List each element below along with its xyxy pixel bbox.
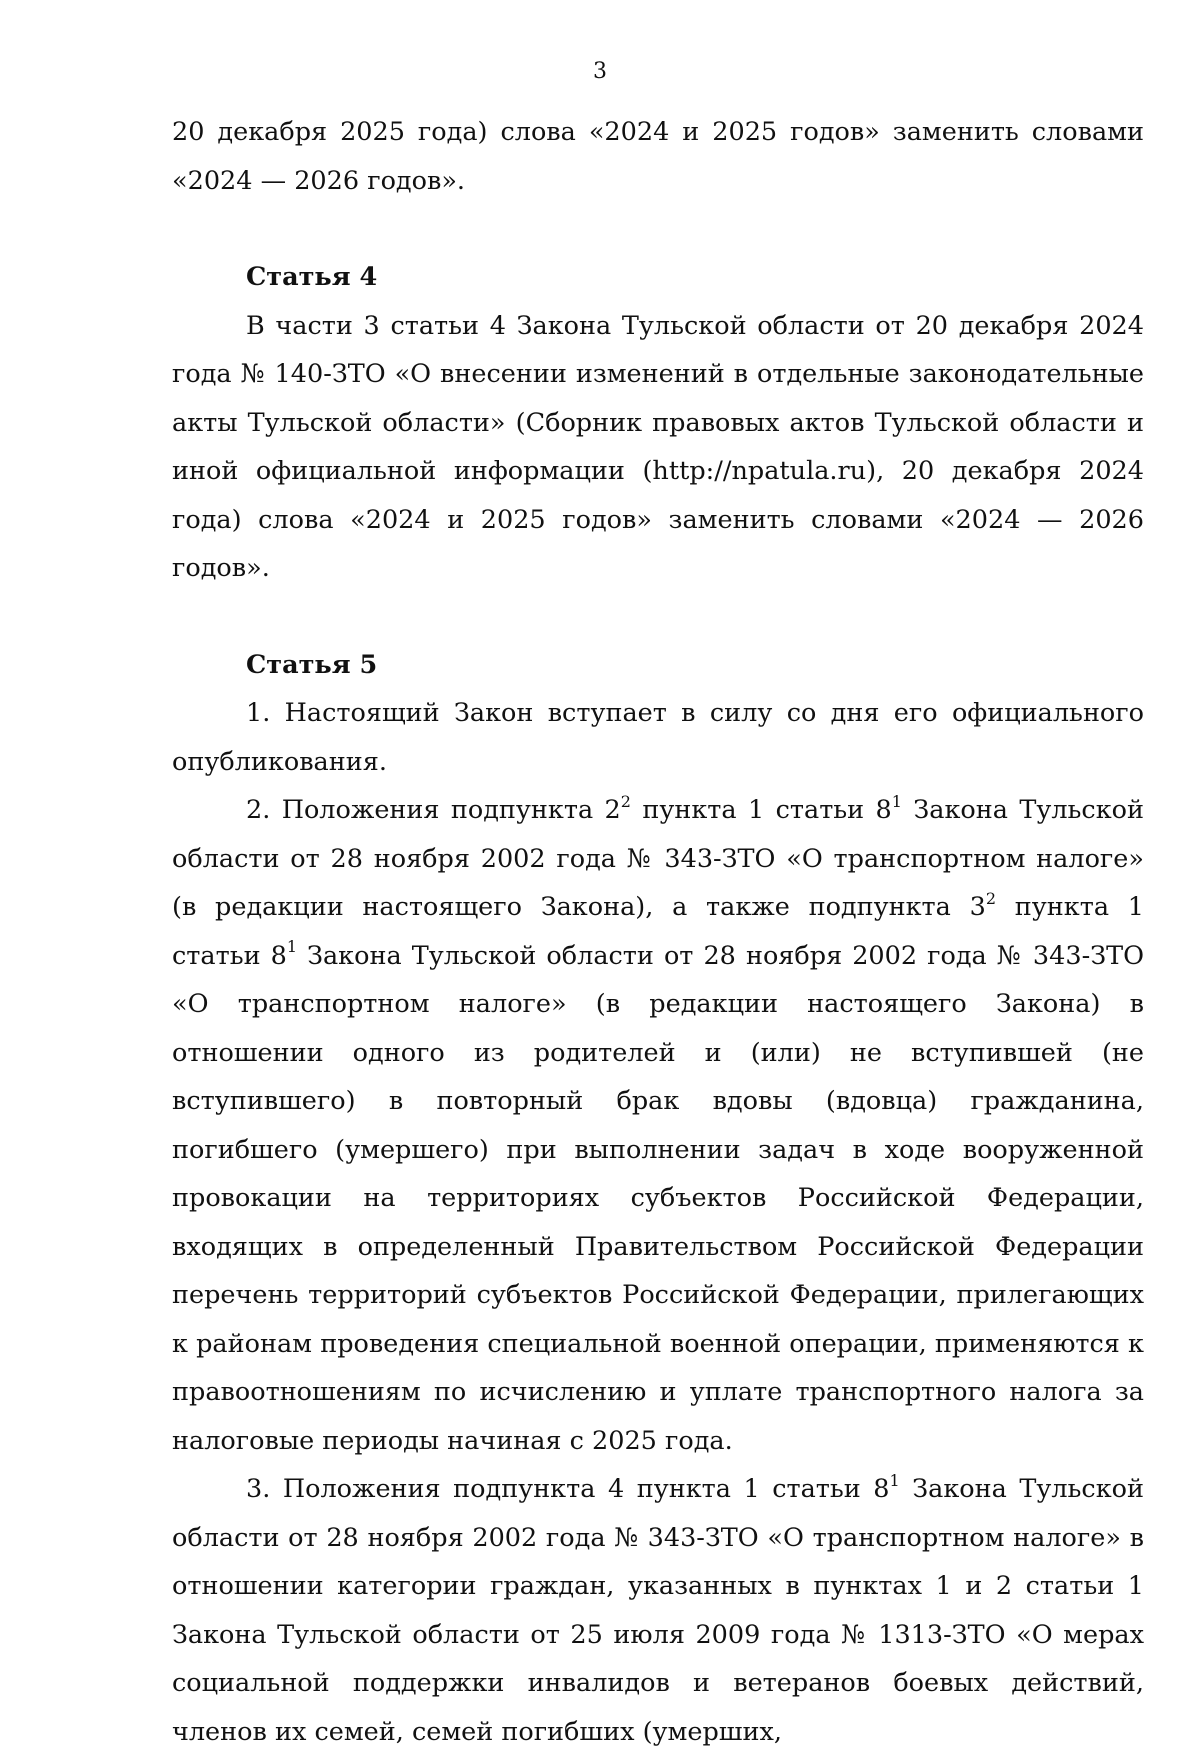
continuation-paragraph: 20 декабря 2025 года) слова «2024 и 2025 годов» заменить словами «2024 — 2026 годов». <box>172 117 1144 196</box>
article-5-item-3: 3. Положения подпункта 4 пункта 1 статьи $8^1$ Закона Тульской области от 28 ноября 2002 года № 343-ЗТО «О транспортном налоге» в отношении категории граждан, указанных в пунктах 1 и 2 статьи 1 Закона Тульской области от 25 июля 2009 года № 1313-ЗТО «О мерах социальной поддержки инвалидов и ветеранов боевых действий, членов их семей, семей погибших (умерших, <box>172 1470 1145 1747</box>
article-5-heading: Статья 5 <box>246 649 378 680</box>
document-body <box>172 108 1144 1756</box>
article-5-item-2: 2. Положения подпункта $2^2$ пункта 1 статьи $8^1$ Закона Тульской области от 28 ноября 2002 года № 343-ЗТО «О транспортном налоге» (в редакции настоящего Закона), а также подпункта $3^2$ пункта 1 статьи $8^1$ Закона Тульской области от 28 ноября 2002 года № 343-ЗТО «О транспортном налоге» (в редакции настоящего Закона) в отношении одного из родителей и (или) не вступившей (не вступившего) в повторный брак вдовы (вдовца) гражданина, погибшего (умершего) при выполнении задач в ходе вооруженной провокации на территориях субъектов Российской Федерации, входящих в определенный Правительством Российской Федерации перечень территорий субъектов Российской Федерации, прилегающих к районам проведения специальной военной операции, применяются к правоотношениям по исчислению и уплате транспортного налога за налоговые периоды начиная с 2025 года. <box>172 791 1144 1456</box>
article-4-paragraph: В части 3 статьи 4 Закона Тульской области от 20 декабря 2024 года № 140-ЗТО «О внесении изменений в отдельные законодательные акты Тульской области» (Сборник правовых актов Тульской области и иной официальной информации (http://npatula.ru), 20 декабря 2024 года) слова «2024 и 2025 годов» заменить словами «2024 — 2026 годов». <box>172 310 1144 583</box>
page-number: 3 <box>593 59 607 84</box>
article-4-heading: Статья 4 <box>246 262 378 292</box>
article-5-item-1: 1. Настоящий Закон вступает в силу со дня его официального опубликования. <box>172 698 1144 777</box>
spacer <box>172 205 1144 253</box>
spacer <box>172 593 1144 641</box>
